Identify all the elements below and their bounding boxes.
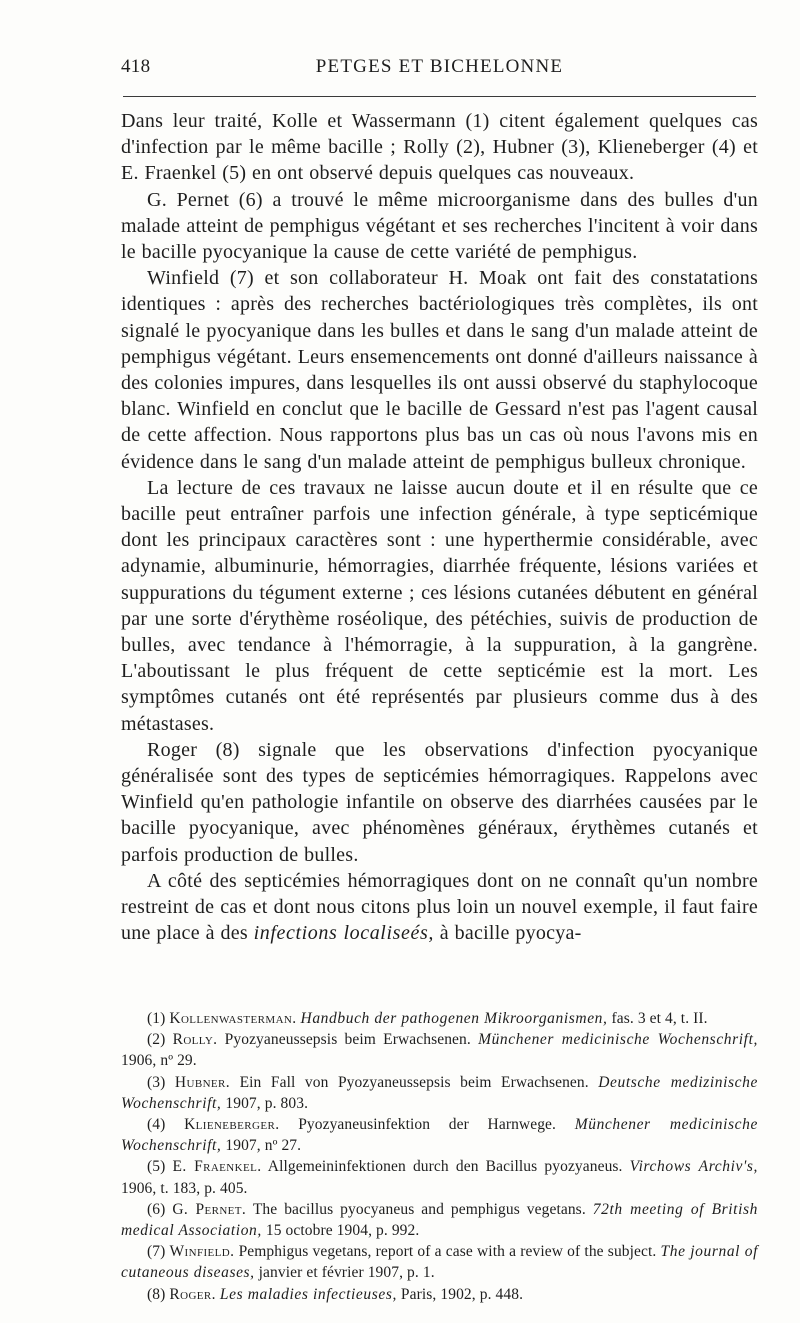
footnote-number: (7) <box>147 1243 166 1261</box>
page-number: 418 <box>121 56 151 77</box>
footnote-text: 1907, nº 27. <box>221 1137 302 1155</box>
footnote <box>121 1241 758 1283</box>
footnote-author: Rolly. <box>172 1031 218 1049</box>
emphasis-text: infections localiseés, <box>253 922 434 945</box>
footnote-text: 1906, nº 29. <box>121 1052 197 1070</box>
footnote <box>121 1199 758 1241</box>
footnote <box>121 1072 758 1114</box>
paragraph: Dans leur traité, Kolle et Wassermann (1) citent également quelques cas d'infection par le même bacille ; Rolly (2), Hubner (3), Klieneberger (4) et E. Fraenkel (5) en ont observé depuis quelques cas nouveaux. <box>121 110 758 185</box>
footnote-author: Winfield. <box>169 1243 235 1261</box>
footnote-title: 72th meeting of British medical Association, <box>121 1200 758 1240</box>
footnote <box>121 1114 758 1156</box>
footnote-text: 1907, p. 803. <box>221 1094 309 1112</box>
footnote-title: Münchener medicinische Wochenschrift, <box>478 1031 758 1049</box>
footnote-text: 15 octobre 1904, p. 992. <box>261 1222 420 1240</box>
footnote-title: Münchener medicinische Wochenschrift, <box>121 1116 758 1155</box>
footnote-number: (8) <box>147 1285 166 1303</box>
paragraph: G. Pernet (6) a trouvé le même microorganisme dans des bulles d'un malade atteint de pemphigus végétant et ses recherches l'incitent à voir dans le bacille pyocyanique la cause de cette variété de pemphigus. <box>121 188 758 264</box>
footnote <box>121 1008 758 1029</box>
footnote-text: Pyozyaneusinfektion der Harnwege. <box>298 1116 575 1134</box>
paragraph-text: à bacille pyocya- <box>433 922 582 945</box>
footnote-text: Allgemeininfektionen durch den Bacillus pyozyaneus. <box>267 1158 630 1176</box>
footnote-author: Kollenwasterman. <box>169 1010 297 1027</box>
main-text <box>121 108 758 947</box>
footnote-number: (1) <box>147 1010 166 1027</box>
paragraph: La lecture de ces travaux ne laisse aucun doute et il en résulte que ce bacille peut entraîner parfois une infection générale, à type septicémique dont les principaux caractères sont : une hyperthermie considérable, avec adynamie, albuminurie, hémorragies, diarrhée fréquente, lésions variées et suppurations du tégument externe ; ces lésions cutanées débutent en général par une sorte d'érythème roséolique, des pétéchies, suivis de production de bulles, avec tendance à l'hémorragie, à la suppuration, à la gangrène. L'aboutissant le plus fréquent de cette septicémie est la mort. Les symptômes cutanés ont été représentés par plusieurs comme dus à des métastases. <box>121 476 758 735</box>
footnote-title: Les maladies infectieuses, <box>219 1285 397 1303</box>
footnote-text: Pemphigus vegetans, report of a case with a review of the subject. <box>238 1243 661 1261</box>
footnote-text: Pyozyaneussepsis beim Erwachsenen. <box>224 1031 479 1049</box>
footnote-author: Klieneberger. <box>184 1116 280 1134</box>
footnote-text: Paris, 1902, p. 448. <box>396 1285 524 1303</box>
footnote-title: Handbuch der pathogenen Mikroorganismen, <box>300 1010 608 1027</box>
footnote-title: The journal of cutaneous diseases, <box>121 1243 758 1282</box>
header-rule <box>123 96 756 97</box>
paragraph: Winfield (7) et son collaborateur H. Moak ont fait des constatations identiques : après des recherches bactériologiques très complètes, ils ont signalé le pyocyanique dans les bulles et dans le sang d'un malade atteint de pemphigus végétant. Leurs ensemencements ont donné d'ailleurs naissance à des colonies impures, dans lesquelles ils ont aussi observé du staphylocoque blanc. Winfield en conclut que le bacille de Gessard n'est pas l'agent causal de cette affection. Nous rapportons plus bas un cas où nous l'avons mis en évidence dans le sang d'un malade atteint de pemphigus bulleux chronique. <box>121 267 758 473</box>
paragraph-text: A côté des septicémies hémorragiques dont on ne connaît qu'un nombre restreint de cas et dont nous citons plus loin un nouvel exemple, il faut faire une place à des <box>121 869 758 945</box>
footnote-title: Virchows Archiv's, <box>629 1158 759 1176</box>
paragraph: Roger (8) signale que les observations d'infection pyocyanique généralisée sont des types de septicémies hémorragiques. Rappelons avec Winfield qu'en pathologie infantile on observe des diarrhées causées par le bacille pyocyanique, avec phénomènes généraux, érythèmes cutanés et parfois production de bulles. <box>121 738 758 866</box>
footnote-number: (3) <box>147 1073 166 1091</box>
footnote-number: (4) <box>147 1116 166 1134</box>
footnote <box>121 1029 758 1071</box>
footnote <box>121 1156 758 1198</box>
footnote-number: (2) <box>147 1031 166 1049</box>
footnote <box>121 1284 758 1305</box>
footnote-author: Roger. <box>169 1285 216 1303</box>
footnote-text: 1906, t. 183, p. 405. <box>121 1179 248 1197</box>
paragraph-last <box>121 868 758 947</box>
footnote-author: G. Pernet. <box>172 1200 247 1218</box>
footnote-number: (6) <box>147 1200 166 1218</box>
footnote-text: Ein Fall von Pyozyaneussepsis beim Erwachsenen. <box>239 1073 599 1091</box>
footnote-author: E. Fraenkel. <box>172 1158 262 1176</box>
footnote-title: Deutsche medizinische Wochenschrift, <box>121 1073 758 1112</box>
footnote-author: Hubner. <box>174 1073 231 1091</box>
footnote-text: fas. 3 et 4, t. II. <box>607 1010 708 1027</box>
running-title: PETGES ET BICHELONNE <box>315 56 564 77</box>
footnote-text: The bacillus pyocyaneus and pemphigus vegetans. <box>252 1200 593 1218</box>
footnote-text: janvier et février 1907, p. 1. <box>254 1264 435 1282</box>
footnotes <box>121 1008 758 1305</box>
page-header <box>121 56 758 86</box>
footnote-number: (5) <box>147 1158 166 1176</box>
